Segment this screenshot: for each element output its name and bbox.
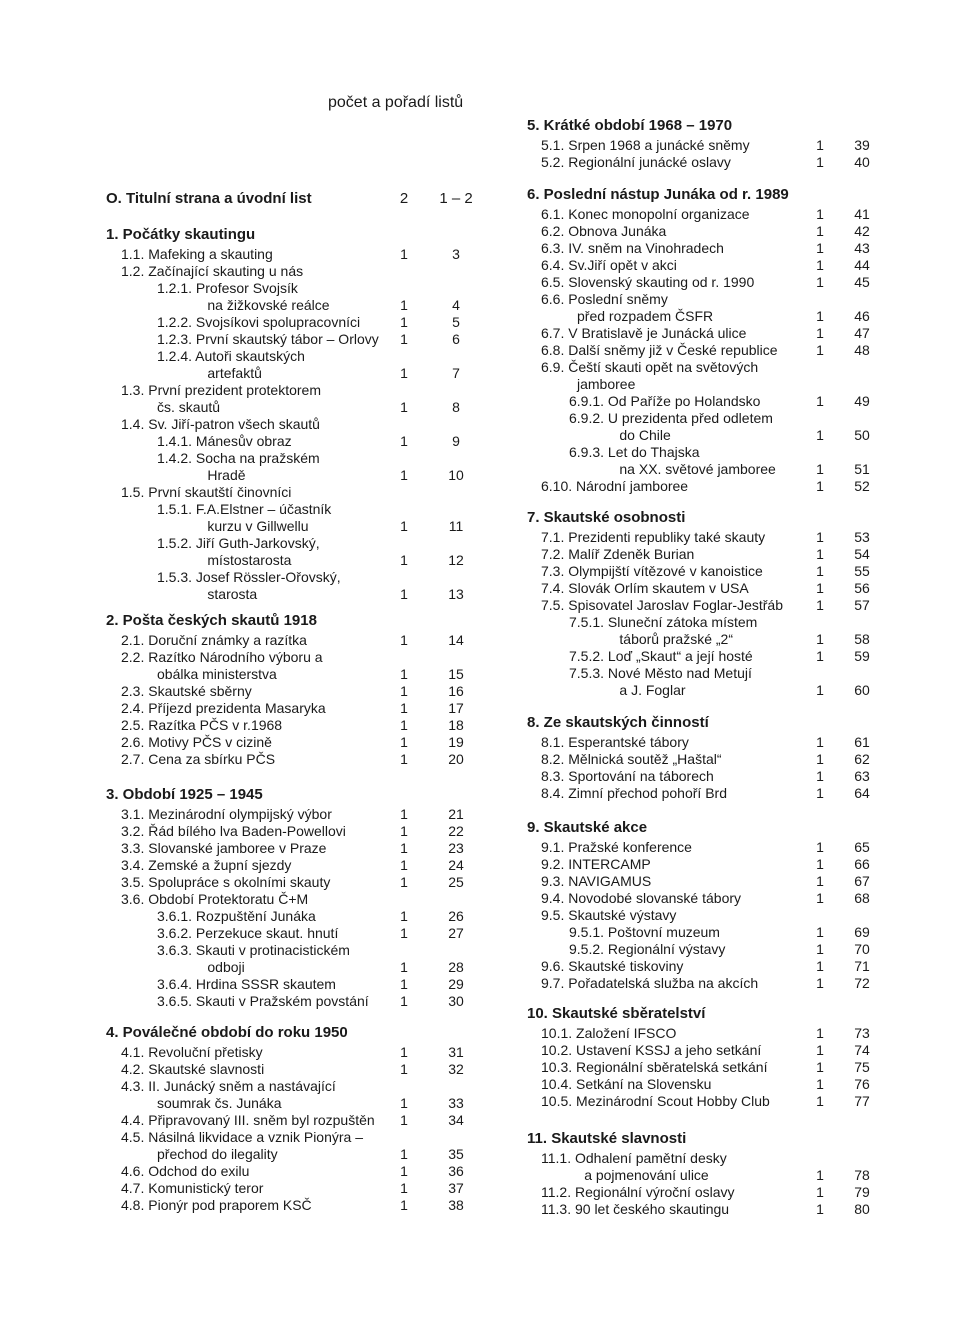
entry-title-continued: artefaktů	[207, 365, 262, 381]
entry-count: 1	[400, 1044, 408, 1060]
entry-title: 6.4. Sv.Jiří opět v akci	[541, 257, 677, 273]
entry-title: 10.2. Ustavení KSSJ a jeho setkání	[541, 1042, 762, 1058]
entry-page: 70	[854, 941, 870, 957]
entry-title: 1.5. První skautští činovníci	[121, 484, 292, 500]
entry-count: 1	[400, 666, 408, 682]
entry-page: 28	[448, 959, 464, 975]
entry-title-continued: soumrak čs. Junáka	[157, 1095, 282, 1111]
entry-count: 1	[816, 154, 824, 170]
entry-count: 1	[816, 563, 824, 579]
entry-title: 8.2. Mělnická soutěž „Haštal“	[541, 751, 722, 767]
entry-count: 1	[400, 823, 408, 839]
entry-count: 1	[400, 925, 408, 941]
entry-count: 1	[816, 768, 824, 784]
entry-title-continued: odboji	[207, 959, 245, 975]
entry-count: 1	[816, 223, 824, 239]
entry-page: 66	[854, 856, 870, 872]
entry-page: 48	[854, 342, 870, 358]
entry-title: 11.1. Odhalení pamětní desky	[541, 1150, 727, 1166]
entry-page: 60	[854, 682, 870, 698]
entry-title: 9.2. INTERCAMP	[541, 856, 651, 872]
entry-page: 21	[448, 806, 464, 822]
entry-count: 1	[400, 586, 408, 602]
entry-title: 6.9.2. U prezidenta před odletem	[569, 410, 773, 426]
entry-count: 1	[816, 856, 824, 872]
entry-page: 41	[854, 206, 870, 222]
entry-title: 6.7. V Bratislavě je Junácká ulice	[541, 325, 747, 341]
entry-page: 16	[448, 683, 464, 699]
entry-title: 2.1. Doruční známky a razítka	[121, 632, 307, 648]
entry-title: 1.4.1. Mánesův obraz	[157, 433, 292, 449]
entry-page: 29	[448, 976, 464, 992]
section-title: 6. Poslední nástup Junáka od r. 1989	[527, 186, 789, 203]
section-title: 9. Skautské akce	[527, 819, 648, 836]
entry-count: 1	[816, 580, 824, 596]
entry-page: 77	[854, 1093, 870, 1109]
entry-title: 2.7. Cena za sbírku PČS	[121, 751, 276, 767]
entry-page: 7	[452, 365, 460, 381]
entry-count: 1	[400, 314, 408, 330]
entry-count: 1	[400, 1095, 408, 1111]
entry-title-continued: před rozpadem ČSFR	[577, 308, 714, 324]
entry-title-continued: a pojmenování ulice	[584, 1167, 709, 1183]
entry-page: 78	[854, 1167, 870, 1183]
entry-title: 7.1. Prezidenti republiky také skauty	[541, 529, 766, 545]
entry-title-continued: na XX. světové jamboree	[619, 461, 776, 477]
entry-count: 1	[400, 751, 408, 767]
section-title: 8. Ze skautských činností	[527, 714, 709, 731]
entry-title: 3.5. Spolupráce s okolními skauty	[121, 874, 331, 890]
entry-page: 63	[854, 768, 870, 784]
entry-title: 1.2. Začínající skauting u nás	[121, 263, 304, 279]
entry-title: 8.4. Zimní přechod pohoří Brd	[541, 785, 727, 801]
entry-page: 40	[854, 154, 870, 170]
entry-count: 1	[400, 857, 408, 873]
entry-page: 30	[448, 993, 464, 1009]
entry-page: 76	[854, 1076, 870, 1092]
section-title: 1. Počátky skautingu	[106, 226, 256, 243]
entry-title: 1.4. Sv. Jiří-patron všech skautů	[121, 416, 320, 432]
entry-page: 34	[448, 1112, 464, 1128]
entry-title: 8.1. Esperantské tábory	[541, 734, 689, 750]
entry-count: 1	[400, 1197, 408, 1213]
entry-page: 50	[854, 427, 870, 443]
section-title: 2. Pošta českých skautů 1918	[106, 612, 317, 629]
entry-title: 9.1. Pražské konference	[541, 839, 692, 855]
entry-page: 55	[854, 563, 870, 579]
entry-page: 27	[448, 925, 464, 941]
section-title: 7. Skautské osobnosti	[527, 509, 686, 526]
entry-page: 38	[448, 1197, 464, 1213]
entry-count: 1	[400, 552, 408, 568]
entry-count: 1	[400, 734, 408, 750]
entry-title: 2.2. Razítko Národního výboru a	[121, 649, 323, 665]
entry-count: 1	[816, 461, 824, 477]
entry-page: 9	[452, 433, 460, 449]
entry-title: 6.6. Poslední sněmy	[541, 291, 668, 307]
entry-title: 3.6. Období Protektoratu Č+M	[121, 891, 309, 907]
entry-count: 1	[400, 1146, 408, 1162]
entry-title-continued: čs. skautů	[157, 399, 221, 415]
entry-page: 46	[854, 308, 870, 324]
entry-count: 1	[816, 308, 824, 324]
entry-title: 3.6.5. Skauti v Pražském povstání	[157, 993, 369, 1009]
entry-count: 1	[816, 941, 824, 957]
entry-title: 1.2.4. Autoři skautských	[157, 348, 305, 364]
entry-title: 1.1. Mafeking a skauting	[121, 246, 273, 262]
section-title: 11. Skautské slavnosti	[527, 1130, 687, 1147]
entry-page: 68	[854, 890, 870, 906]
entry-count: 1	[400, 518, 408, 534]
entry-page: 53	[854, 529, 870, 545]
entry-title-continued: do Chile	[619, 427, 671, 443]
entry-title-continued: přechod do ilegality	[157, 1146, 278, 1162]
entry-count: 1	[816, 546, 824, 562]
entry-title: 9.5. Skautské výstavy	[541, 907, 677, 923]
entry-page: 49	[854, 393, 870, 409]
entry-title: 9.6. Skautské tiskoviny	[541, 958, 684, 974]
entry-title: 4.1. Revoluční přetisky	[121, 1044, 263, 1060]
entry-page: 79	[854, 1184, 870, 1200]
entry-page: 51	[854, 461, 870, 477]
entry-page: 15	[448, 666, 464, 682]
entry-title: 3.6.4. Hrdina SSSR skautem	[157, 976, 336, 992]
entry-title: 1.2.1. Profesor Svojsík	[157, 280, 298, 296]
entry-title: 6.10. Národní jamboree	[541, 478, 689, 494]
entry-title: 4.3. II. Junácký sněm a nastávající	[121, 1078, 336, 1094]
entry-page: 14	[448, 632, 464, 648]
entry-title: 6.9.1. Od Paříže po Holandsko	[569, 393, 761, 409]
entry-count: 1	[816, 393, 824, 409]
entry-count: 1	[400, 840, 408, 856]
entry-page: 32	[448, 1061, 464, 1077]
entry-page: 24	[448, 857, 464, 873]
entry-title: 9.7. Pořadatelská služba na akcích	[541, 975, 759, 991]
entry-count: 1	[400, 976, 408, 992]
entry-title: 6.9.3. Let do Thajska	[569, 444, 700, 460]
entry-page: 47	[854, 325, 870, 341]
entry-title: 3.3. Slovanské jamboree v Praze	[121, 840, 327, 856]
entry-page: 10	[448, 467, 464, 483]
entry-title: 3.6.3. Skauti v protinacistickém	[157, 942, 350, 958]
entry-page: 43	[854, 240, 870, 256]
entry-count: 1	[816, 1025, 824, 1041]
entry-title: 7.4. Slovák Orlím skautem v USA	[541, 580, 749, 596]
entry-count: 1	[400, 331, 408, 347]
section-title: 10. Skautské sběratelství	[527, 1005, 706, 1022]
entry-count: 1	[400, 399, 408, 415]
entry-page: 22	[448, 823, 464, 839]
entry-count: 1	[400, 433, 408, 449]
entry-title: 10.5. Mezinárodní Scout Hobby Club	[541, 1093, 770, 1109]
entry-title-continued: místostarosta	[207, 552, 292, 568]
entry-title: 1.3. První prezident protektorem	[121, 382, 321, 398]
entry-page: 75	[854, 1059, 870, 1075]
entry-title: 4.8. Pionýr pod praporem KSČ	[121, 1197, 312, 1213]
entry-page: 64	[854, 785, 870, 801]
entry-title: 4.7. Komunistický teror	[121, 1180, 264, 1196]
entry-page: 58	[854, 631, 870, 647]
entry-title-continued: táborů pražské „2“	[619, 631, 733, 647]
entry-title: 3.6.1. Rozpuštění Junáka	[157, 908, 316, 924]
entry-title: 9.3. NAVIGAMUS	[541, 873, 652, 889]
entry-count: 1	[400, 1061, 408, 1077]
entry-page: 35	[448, 1146, 464, 1162]
entry-title-continued: jamboree	[577, 376, 636, 392]
entry-title: 4.4. Připravovaný III. sněm byl rozpuštěn	[121, 1112, 375, 1128]
entry-title: 6.9. Čeští skauti opět na světových	[541, 359, 759, 375]
entry-title-continued: a J. Foglar	[619, 682, 686, 698]
page-title: počet a pořadí listů	[328, 94, 464, 111]
entry-title: 9.5.1. Poštovní muzeum	[569, 924, 720, 940]
entry-title: 3.1. Mezinárodní olympijský výbor	[121, 806, 332, 822]
entry-page: 36	[448, 1163, 464, 1179]
entry-title: 2.3. Skautské sběrny	[121, 683, 252, 699]
entry-count: 1	[816, 975, 824, 991]
entry-title: 1.5.1. F.A.Elstner – účastník	[157, 501, 332, 517]
entry-title: 11.2. Regionální výroční oslavy	[541, 1184, 735, 1200]
entry-title: 6.3. IV. sněm na Vinohradech	[541, 240, 724, 256]
entry-page: 45	[854, 274, 870, 290]
section-pages: 1 – 2	[439, 190, 473, 207]
entry-title: 3.4. Zemské a župní sjezdy	[121, 857, 292, 873]
entry-page: 69	[854, 924, 870, 940]
entry-count: 1	[400, 993, 408, 1009]
entry-page: 80	[854, 1201, 870, 1217]
entry-count: 1	[816, 1042, 824, 1058]
entry-page: 44	[854, 257, 870, 273]
entry-count: 1	[816, 890, 824, 906]
entry-title: 4.2. Skautské slavnosti	[121, 1061, 265, 1077]
entry-count: 1	[816, 597, 824, 613]
entry-title: 10.4. Setkání na Slovensku	[541, 1076, 712, 1092]
entry-page: 3	[452, 246, 460, 262]
entry-title: 5.1. Srpen 1968 a junácké sněmy	[541, 137, 750, 153]
entry-page: 18	[448, 717, 464, 733]
entry-page: 19	[448, 734, 464, 750]
entry-page: 74	[854, 1042, 870, 1058]
entry-title-continued: na žižkovské reálce	[207, 297, 330, 313]
entry-title: 7.5.3. Nové Město nad Metují	[569, 665, 752, 681]
entry-page: 62	[854, 751, 870, 767]
entry-page: 52	[854, 478, 870, 494]
entry-count: 1	[400, 683, 408, 699]
entry-count: 1	[400, 365, 408, 381]
entry-title: 6.8. Další sněmy již v České republice	[541, 342, 778, 358]
entry-count: 1	[816, 529, 824, 545]
entry-title: 5.2. Regionální junácké oslavy	[541, 154, 731, 170]
entry-title: 1.5.2. Jiří Guth-Jarkovský,	[157, 535, 320, 551]
entry-count: 1	[816, 873, 824, 889]
entry-count: 1	[400, 1180, 408, 1196]
section-title: O. Titulní strana a úvodní list	[106, 190, 312, 207]
entry-page: 12	[448, 552, 464, 568]
entry-page: 20	[448, 751, 464, 767]
entry-count: 1	[816, 240, 824, 256]
entry-count: 1	[816, 427, 824, 443]
entry-title: 11.3. 90 let českého skautingu	[541, 1201, 730, 1217]
entry-page: 39	[854, 137, 870, 153]
entry-title: 2.5. Razítka PČS v r.1968	[121, 717, 283, 733]
entry-title-continued: starosta	[207, 586, 258, 602]
entry-title: 7.5.2. Loď „Skaut“ a její hosté	[569, 648, 753, 664]
entry-count: 1	[816, 958, 824, 974]
entry-count: 1	[400, 1163, 408, 1179]
entry-count: 1	[400, 1112, 408, 1128]
entry-title: 1.2.3. První skautský tábor – Orlovy	[157, 331, 379, 347]
entry-page: 8	[452, 399, 460, 415]
entry-page: 57	[854, 597, 870, 613]
entry-title: 1.5.3. Josef Rössler-Ořovský,	[157, 569, 341, 585]
entry-page: 17	[448, 700, 464, 716]
entry-title-continued: Hradě	[207, 467, 246, 483]
entry-page: 37	[448, 1180, 464, 1196]
entry-page: 54	[854, 546, 870, 562]
entry-count: 1	[816, 1059, 824, 1075]
entry-page: 31	[448, 1044, 464, 1060]
entry-title: 6.2. Obnova Junáka	[541, 223, 667, 239]
entry-title: 7.2. Malíř Zdeněk Burian	[541, 546, 695, 562]
entry-page: 11	[448, 518, 464, 534]
entry-title: 9.5.2. Regionální výstavy	[569, 941, 726, 957]
entry-count: 1	[816, 206, 824, 222]
entry-count: 1	[816, 751, 824, 767]
entry-count: 1	[816, 1167, 824, 1183]
entry-title: 8.3. Sportování na táborech	[541, 768, 714, 784]
entry-page: 25	[448, 874, 464, 890]
entry-count: 1	[816, 924, 824, 940]
entry-count: 1	[400, 717, 408, 733]
entry-page: 72	[854, 975, 870, 991]
entry-count: 1	[816, 1201, 824, 1217]
entry-title: 4.6. Odchod do exilu	[121, 1163, 250, 1179]
entry-count: 1	[400, 467, 408, 483]
entry-count: 1	[816, 1076, 824, 1092]
entry-page: 59	[854, 648, 870, 664]
entry-page: 26	[448, 908, 464, 924]
entry-page: 33	[448, 1095, 464, 1111]
entry-title: 2.4. Příjezd prezidenta Masaryka	[121, 700, 326, 716]
entry-title: 10.3. Regionální sběratelská setkání	[541, 1059, 768, 1075]
entry-count: 1	[816, 682, 824, 698]
entry-title: 1.2.2. Svojsíkovi spolupracovníci	[157, 314, 361, 330]
entry-count: 1	[816, 839, 824, 855]
entry-title: 7.3. Olympijští vítězové v kanoistice	[541, 563, 763, 579]
entry-count: 1	[816, 478, 824, 494]
entry-count: 1	[816, 274, 824, 290]
entry-page: 71	[854, 958, 870, 974]
entry-title: 7.5.1. Sluneční zátoka místem	[569, 614, 758, 630]
entry-count: 1	[400, 297, 408, 313]
entry-title: 10.1. Založení IFSCO	[541, 1025, 677, 1041]
entry-page: 5	[452, 314, 460, 330]
section-title: 4. Poválečné období do roku 1950	[106, 1024, 348, 1041]
entry-count: 1	[400, 806, 408, 822]
entry-title: 3.6.2. Perzekuce skaut. hnutí	[157, 925, 339, 941]
entry-count: 1	[400, 908, 408, 924]
entry-count: 1	[400, 959, 408, 975]
section-title: 3. Období 1925 – 1945	[106, 786, 263, 803]
entry-page: 56	[854, 580, 870, 596]
entry-title: 4.5. Násilná likvidace a vznik Pionýra –	[121, 1129, 364, 1145]
entry-count: 1	[816, 342, 824, 358]
section-title: 5. Krátké období 1968 – 1970	[527, 117, 733, 134]
entry-page: 73	[854, 1025, 870, 1041]
entry-page: 6	[452, 331, 460, 347]
entry-page: 67	[854, 873, 870, 889]
section-count: 2	[399, 190, 409, 207]
entry-title: 6.1. Konec monopolní organizace	[541, 206, 750, 222]
entry-title: 9.4. Novodobé slovanské tábory	[541, 890, 742, 906]
entry-page: 61	[854, 734, 870, 750]
entry-count: 1	[816, 137, 824, 153]
entry-title: 2.6. Motivy PČS v cizině	[121, 734, 272, 750]
entry-title-continued: obálka ministerstva	[157, 666, 277, 682]
entry-page: 13	[448, 586, 464, 602]
entry-title: 6.5. Slovenský skauting od r. 1990	[541, 274, 755, 290]
entry-count: 1	[816, 257, 824, 273]
entry-count: 1	[816, 631, 824, 647]
entry-count: 1	[816, 785, 824, 801]
entry-page: 4	[452, 297, 460, 313]
entry-count: 1	[816, 1184, 824, 1200]
entry-count: 1	[400, 700, 408, 716]
entry-title: 1.4.2. Socha na pražském	[157, 450, 320, 466]
entry-count: 1	[400, 246, 408, 262]
entry-title: 3.2. Řád bílého lva Baden-Powellovi	[121, 823, 346, 839]
entry-page: 65	[854, 839, 870, 855]
entry-title: 7.5. Spisovatel Jaroslav Foglar-Jestřáb	[541, 597, 783, 613]
entry-count: 1	[816, 734, 824, 750]
entry-page: 42	[854, 223, 870, 239]
entry-count: 1	[816, 648, 824, 664]
entry-page: 23	[448, 840, 464, 856]
entry-count: 1	[816, 1093, 824, 1109]
entry-count: 1	[400, 874, 408, 890]
entry-count: 1	[816, 325, 824, 341]
entry-count: 1	[400, 632, 408, 648]
entry-title-continued: kurzu v Gillwellu	[207, 518, 309, 534]
